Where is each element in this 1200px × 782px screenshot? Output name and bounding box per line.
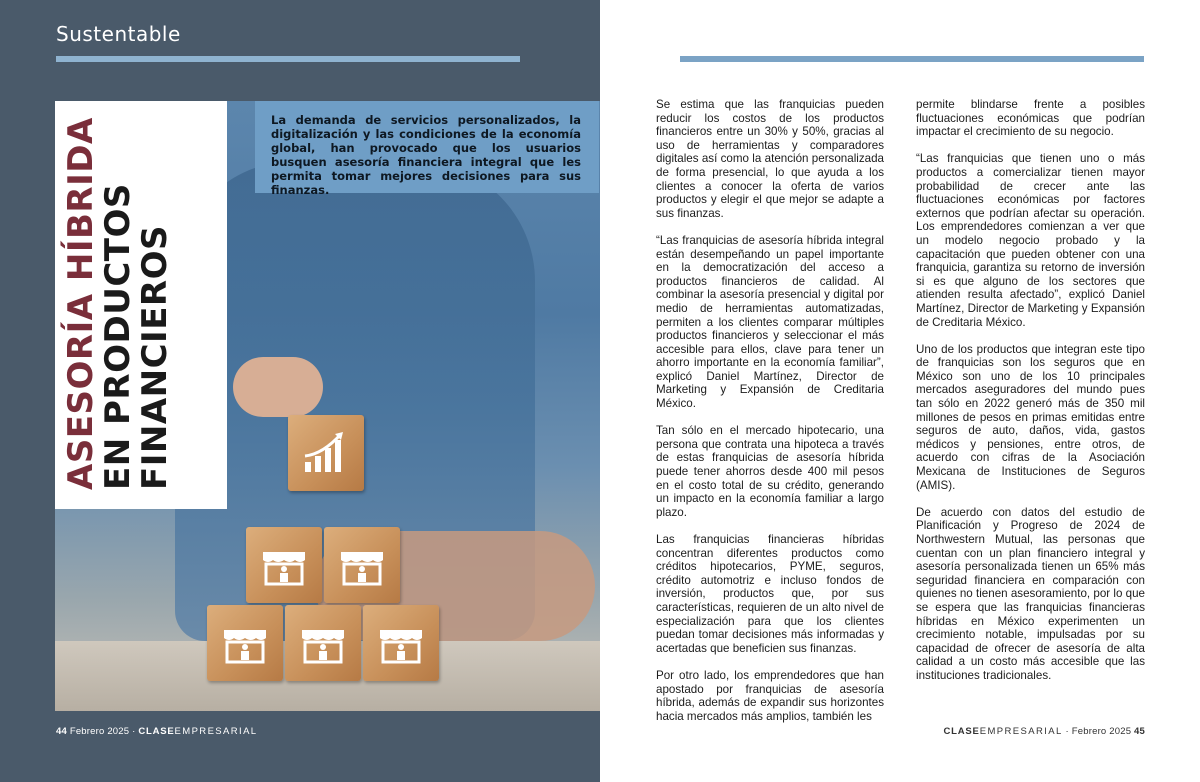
body-paragraph: Las franquicias financieras híbridas concentran diferentes productos como créditos hipotecarios, PYME, seguros, crédito automotriz e incluso fondos de inversión, productos que, por sus características, requieren de un alto nivel de especialización para que los clientes puedan tomar decisiones más informadas y acertadas que beneficien sus finanzas. bbox=[656, 533, 884, 655]
storefront-block bbox=[207, 605, 283, 681]
body-paragraph: Por otro lado, los emprendedores que han apostado por franquicias de asesoría híbrida, además de expandir sus horizontes hacia mercados más amplios, también les bbox=[656, 668, 884, 723]
storefront-block bbox=[363, 605, 439, 681]
page-number-right: 45 bbox=[1134, 726, 1145, 737]
article-title-line-1: ASESORÍA HÍBRIDA bbox=[61, 117, 101, 490]
folio-separator: · bbox=[132, 726, 136, 737]
brand-name-light: EMPRESARIAL bbox=[979, 726, 1063, 737]
growth-chart-block bbox=[288, 415, 364, 491]
folio-left bbox=[56, 726, 258, 737]
folio-separator: · bbox=[1065, 726, 1069, 737]
issue-date-left: Febrero 2025 bbox=[69, 726, 130, 737]
storefront-icon bbox=[257, 538, 311, 592]
brand-name-strong: CLASE bbox=[138, 726, 175, 737]
article-title-line-3: FINANCIEROS bbox=[135, 225, 175, 490]
storefront-block bbox=[285, 605, 361, 681]
issue-date-right: Febrero 2025 bbox=[1071, 726, 1132, 737]
body-paragraph: De acuerdo con datos del estudio de Planificación y Progreso de 2024 de Northwestern Mutual, las personas que cuentan con un plan financiero integral y asesoría personalizada tienen un 65% más seguridad financiera en comparación con quienes no tienen asesoramiento, por lo que se espera que las franquicias financieras híbridas en México experimenten un crecimiento notable, impulsadas por su capacidad de ofrecer de asesoría de alta calidad a un costo más accesible que las instituciones tradicionales. bbox=[916, 505, 1145, 682]
brand-name-strong: CLASE bbox=[943, 726, 980, 737]
body-paragraph: “Las franquicias de asesoría híbrida integral están desempeñando un papel importante en la democratización del acceso a productos financieros de calidad. Al combinar la asesoría presencial y digital por medio de herramientas automatizadas, permiten a los clientes comparar múltiples productos financieros y seleccionar el más accesible para ellos, clave para tener un ahorro importante en la economía familiar”, explicó Daniel Martínez, Director de Marketing y Expansión de Creditaria México. bbox=[656, 233, 884, 411]
body-paragraph: permite blindarse frente a posibles fluctuaciones económicas que podrían impactar el crecimiento de su negocio. bbox=[916, 98, 1145, 139]
storefront-block bbox=[246, 527, 322, 603]
storefront-icon bbox=[296, 616, 350, 670]
brand-name-light: EMPRESARIAL bbox=[174, 726, 258, 737]
photo-finger bbox=[233, 357, 323, 417]
body-paragraph: Se estima que las franquicias pueden reducir los costos de los productos financieros entre un 30% y 50%, gracias al uso de herramientas y comparadores digitales así como la atención personalizada de forma presencial, lo que ayuda a los clientes a conocer la oferta de varios productos y elegir el que mejor se adapte a sus finanzas. bbox=[656, 98, 884, 220]
folio-right bbox=[944, 726, 1146, 737]
page-number-left: 44 bbox=[56, 726, 67, 737]
intro-deck: La demanda de servicios personalizados, la digitalización y las condiciones de la economía global, han provocado que los usuarios busquen asesoría financiera integral que les permita tomar mejores decisiones para sus finanzas. bbox=[255, 101, 599, 193]
storefront-icon bbox=[218, 616, 272, 670]
top-rule bbox=[56, 56, 520, 62]
top-rule bbox=[680, 56, 1144, 62]
body-column-1 bbox=[656, 98, 884, 737]
storefront-icon bbox=[335, 538, 389, 592]
article-title-line-2: EN PRODUCTOS bbox=[98, 183, 138, 490]
article-title bbox=[61, 117, 175, 490]
body-paragraph: “Las franquicias que tienen uno o más productos a comercializar tienen mayor probabilidad de crecer ante las fluctuaciones económicas por factores externos que podrían afectar su operación. Los emprendedores comienzan a ver que un modelo negocio probado y la capacitación que pueden obtener con una franquicia, garantiza su retorno de inversión si es que alguno de los sectores que atienden resulta afectado”, explicó Daniel Martínez, Director de Marketing y Expansión de Creditaria México. bbox=[916, 152, 1145, 329]
section-label: Sustentable bbox=[56, 22, 181, 46]
growth-chart-icon bbox=[299, 426, 353, 480]
body-paragraph: Tan sólo en el mercado hipotecario, una persona que contrata una hipoteca a través de estas franquicias de asesoría híbrida puede tener ahorros desde 400 mil pesos en el costo total de su crédito, generando un impacto en la economía familiar a largo plazo. bbox=[656, 424, 884, 519]
storefront-icon bbox=[374, 616, 428, 670]
storefront-block bbox=[324, 527, 400, 603]
body-column-2 bbox=[916, 98, 1145, 696]
body-paragraph: Uno de los productos que integran este tipo de franquicias son los seguros que en México son uno de los 10 principales mercados aseguradores del mundo pues tan sólo en 2022 generó más de 350 mil millones de pesos en primas emitidas entre seguros de auto, daños, vida, gastos médicos y pensiones, entre otros, de acuerdo con cifras de la Asociación Mexicana de Instituciones de Seguros (AMIS). bbox=[916, 342, 1145, 492]
